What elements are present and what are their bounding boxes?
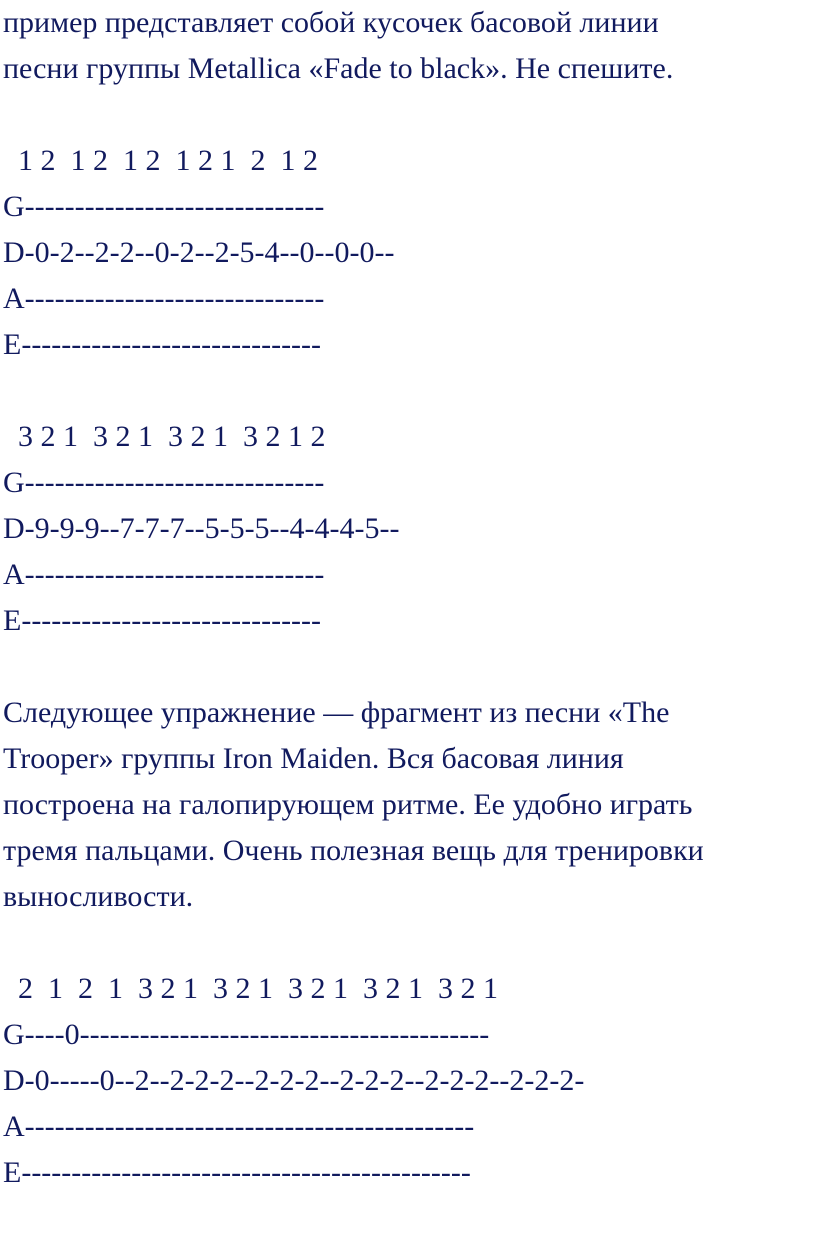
- tab-string-a: A------------------------------: [3, 558, 325, 591]
- tab-string-d: D-0-2--2-2--0-2--2-5-4--0--0-0--: [3, 236, 395, 269]
- paragraph-line-1: Следующее упражнение — фрагмент из песни «The: [3, 696, 670, 729]
- spacer: [3, 920, 815, 966]
- intro-paragraph: [3, 0, 815, 92]
- tab-string-e: E------------------------------: [3, 328, 322, 361]
- paragraph-line-3: построена на галопирующем ритме. Ее удобно играть: [3, 788, 693, 821]
- tab-string-d: D-0-----0--2--2-2-2--2-2-2--2-2-2--2-2-2--2-2-2-: [3, 1064, 585, 1097]
- paragraph-line-5: выносливости.: [3, 880, 194, 913]
- trooper-paragraph: [3, 690, 815, 920]
- paragraph-line-2: Trooper» группы Iron Maiden. Вся басовая линия: [3, 742, 624, 775]
- tab-string-d: D-9-9-9--7-7-7--5-5-5--4-4-4-5--: [3, 512, 400, 545]
- bass-tab-the-trooper: [3, 966, 815, 1196]
- tab-string-g: G------------------------------: [3, 190, 325, 223]
- spacer: [3, 92, 815, 138]
- tab-string-e: E------------------------------: [3, 604, 322, 637]
- tab-fingering: 3 2 1 3 2 1 3 2 1 3 2 1 2: [3, 420, 326, 453]
- tab-string-e: E---------------------------------------------: [3, 1156, 471, 1189]
- paragraph-line-4: тремя пальцами. Очень полезная вещь для тренировки: [3, 834, 704, 867]
- spacer: [3, 368, 815, 414]
- bass-tab-fade-to-black-2: [3, 414, 815, 644]
- spacer: [3, 644, 815, 690]
- intro-line-1: пример представляет собой кусочек басовой линии: [3, 6, 659, 39]
- tab-string-g: G------------------------------: [3, 466, 325, 499]
- tab-string-a: A------------------------------: [3, 282, 325, 315]
- intro-line-2: песни группы Metallica «Fade to black». Не спешите.: [3, 52, 674, 85]
- tab-fingering: 2 1 2 1 3 2 1 3 2 1 3 2 1 3 2 1 3 2 1: [3, 972, 498, 1005]
- tab-fingering: 1 2 1 2 1 2 1 2 1 2 1 2: [3, 144, 318, 177]
- document-page: [3, 0, 815, 1196]
- tab-string-a: A---------------------------------------------: [3, 1110, 475, 1143]
- bass-tab-fade-to-black-1: [3, 138, 815, 368]
- tab-string-g: G----0-----------------------------------------: [3, 1018, 490, 1051]
